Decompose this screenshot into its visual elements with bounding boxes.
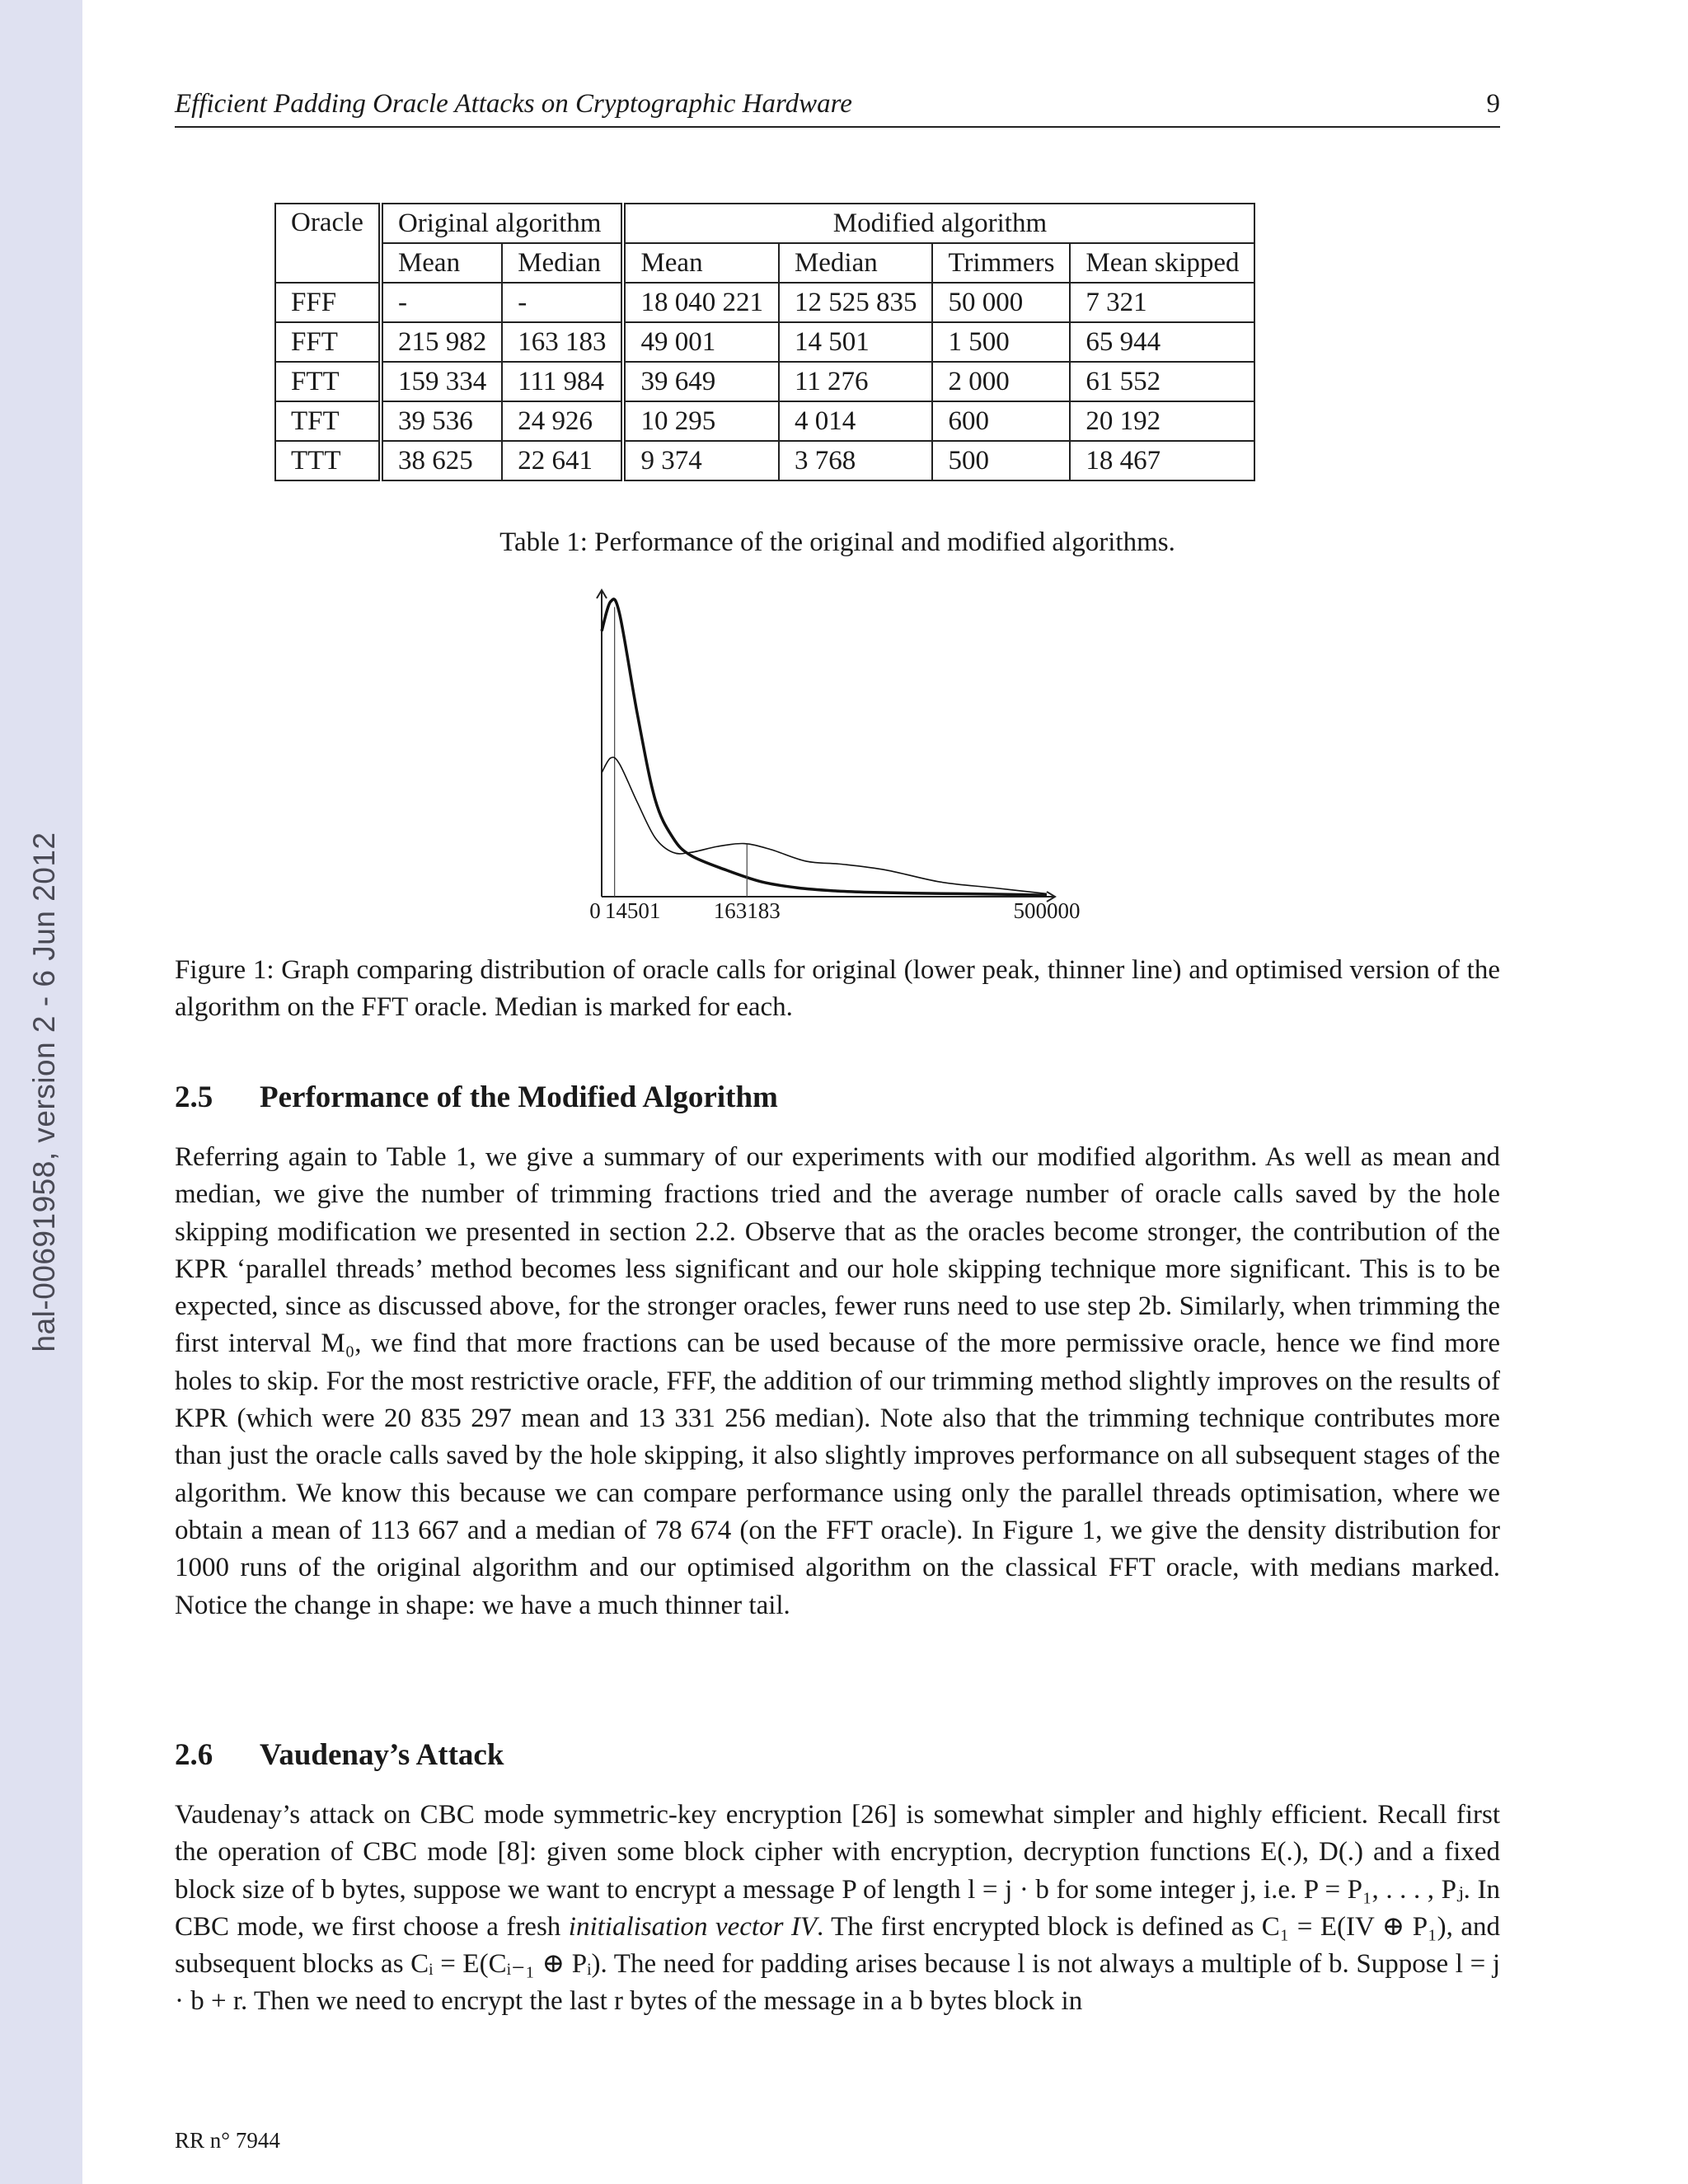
table-cell: 4 014 [779, 401, 933, 441]
table-cell: 2 000 [932, 362, 1070, 401]
table-cell: 14 501 [779, 322, 933, 362]
table-cell: 61 552 [1070, 362, 1254, 401]
table-cell: - [502, 283, 623, 322]
table-header-row-1 [275, 204, 1254, 243]
section-2-5-body: Referring again to Table 1, we give a summary of our experiments with our modified algorithm. As well as mean and median, we give the number of trimming fractions tried and the average number of oracle calls saved by the hole skipping modification we presented in section 2.2. Observe that as the oracles become stronger, the contribution of the KPR ‘parallel threads’ method becomes less significant and our hole skipping technique more significant. This is to be expected, since as discussed above, for the stronger oracles, fewer runs need to use step 2b. Similarly, when trimming the first interval M₀, we find that more fractions can be used because of the more permissive oracle, hence we find more holes to skip. For the most restrictive oracle, FFF, the addition of our trimming method slightly improves on the results of KPR (which were 20 835 297 mean and 13 331 256 median). Note also that the trimming technique contributes more than just the oracle calls saved by the hole skipping, it also slightly improves performance on all subsequent stages of the algorithm. We know this because we can compare performance using only the parallel threads optimisation, where we obtain a mean of 113 667 and a median of 78 674 (on the FFT oracle). In Figure 1, we give the density distribution for 1000 runs of the original algorithm and our optimised algorithm on the classical FFT oracle, with medians marked. Notice the change in shape: we have a much thinner tail. [175, 1142, 1500, 1620]
table-cell: 18 040 221 [623, 283, 779, 322]
page-number: 9 [1486, 89, 1500, 119]
table-cell: 18 467 [1070, 441, 1254, 480]
col-header: Median [779, 243, 933, 283]
col-header: Mean [381, 243, 502, 283]
density-chart [577, 577, 1104, 931]
table-cell: FFF [275, 283, 381, 322]
table-cell: TTT [275, 441, 381, 480]
table-cell: 39 536 [381, 401, 502, 441]
table-cell: 22 641 [502, 441, 623, 480]
col-header: Mean skipped [1070, 243, 1254, 283]
x-tick-label: 0 [589, 898, 601, 923]
table-cell: FTT [275, 362, 381, 401]
table-cell: 50 000 [932, 283, 1070, 322]
section-2-6-body [175, 1797, 1500, 2021]
table-cell: 38 625 [381, 441, 502, 480]
modified-algorithm-header: Modified algorithm [623, 204, 1254, 243]
table-row [275, 401, 1254, 441]
table-cell: 10 295 [623, 401, 779, 441]
table-cell: 159 334 [381, 362, 502, 401]
x-tick-label: 500000 [1013, 898, 1081, 923]
table-cell: 39 649 [623, 362, 779, 401]
table-cell: - [381, 283, 502, 322]
table-cell: 3 768 [779, 441, 933, 480]
running-title: Efficient Padding Oracle Attacks on Cryptographic Hardware [175, 89, 852, 119]
table-cell: 215 982 [381, 322, 502, 362]
table-cell: 11 276 [779, 362, 933, 401]
page-footer: RR n° 7944 [175, 2128, 280, 2153]
original-algorithm-header: Original algorithm [381, 204, 624, 243]
performance-table [274, 203, 1255, 481]
density-figure [577, 577, 1104, 931]
hal-side-strip [0, 0, 82, 2184]
section-heading-2-5 [175, 1080, 1500, 1115]
table-cell: 7 321 [1070, 283, 1254, 322]
body-text: Vaudenay’s attack on CBC mode symmetric-key encryption [26] is somewhat simpler and highly efficient. Recall first the operation of CBC mode [8]: given some block cipher with encryption, decryption functions E(.), D(.) and a fixed block size of b bytes, suppose we want to encrypt a message P of length l = j · b for some integer j, i.e. P = P₁, . . . , Pⱼ. In CBC mode, we first choose a fresh [175, 1800, 1500, 1942]
table-cell: TFT [275, 401, 381, 441]
performance-table-wrapper [274, 203, 1255, 481]
section-title: Performance of the Modified Algorithm [260, 1080, 778, 1114]
table-cell: 65 944 [1070, 322, 1254, 362]
figure-caption: Figure 1: Graph comparing distribution of oracle calls for original (lower peak, thinner line) and optimised version of the algorithm on the FFT oracle. Median is marked for each. [175, 955, 1500, 1022]
table-row [275, 322, 1254, 362]
col-header: Mean [623, 243, 779, 283]
table-row [275, 441, 1254, 480]
body-text: . The first encrypted block is defined as C₁ = E(IV ⊕ P₁), and subsequent blocks as Cᵢ = E(Cᵢ₋₁ ⊕ Pᵢ). The need for padding arises because l is not always a multiple of b. Suppose l = j · b + r. Then we need to encrypt the last r bytes of the message in a b bytes block in [175, 1911, 1501, 2017]
hal-identifier: hal-00691958, version 2 - 6 Jun 2012 [27, 832, 61, 1352]
table-cell: 111 984 [502, 362, 623, 401]
table-header-row-2 [275, 243, 1254, 283]
x-tick-label: 163183 [713, 898, 781, 923]
table-cell: 49 001 [623, 322, 779, 362]
section-number: 2.5 [175, 1080, 213, 1114]
section-title: Vaudenay’s Attack [260, 1738, 504, 1772]
table-cell: FFT [275, 322, 381, 362]
table-cell: 9 374 [623, 441, 779, 480]
col-header: Trimmers [932, 243, 1070, 283]
col-header: Median [502, 243, 623, 283]
table-cell: 20 192 [1070, 401, 1254, 441]
table-cell: 163 183 [502, 322, 623, 362]
table-cell: 500 [932, 441, 1070, 480]
table-cell: 12 525 835 [779, 283, 933, 322]
page-header [175, 89, 1500, 128]
series-line-original [602, 757, 1047, 894]
table-row [275, 362, 1254, 401]
section-heading-2-6 [175, 1737, 1500, 1773]
emphasis-text: initialisation vector IV [568, 1911, 818, 1942]
x-tick-label: 14501 [604, 898, 661, 923]
table-row [275, 283, 1254, 322]
table-cell: 1 500 [932, 322, 1070, 362]
section-number: 2.6 [175, 1738, 213, 1772]
table-caption: Table 1: Performance of the original and modified algorithms. [499, 527, 1175, 557]
table-cell: 24 926 [502, 401, 623, 441]
table-cell: 600 [932, 401, 1070, 441]
oracle-header: Oracle [275, 204, 381, 283]
